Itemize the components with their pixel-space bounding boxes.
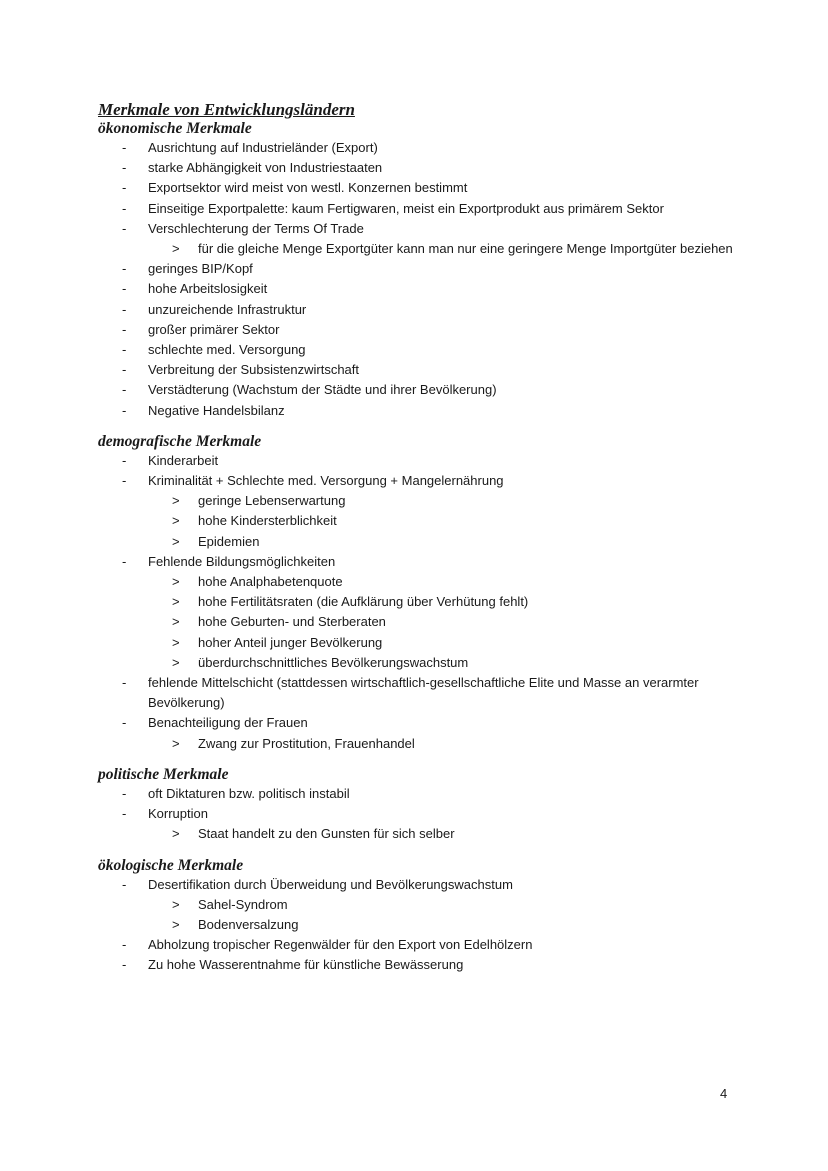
- list-item: [98, 259, 758, 279]
- list-item-text: hohe Arbeitslosigkeit: [148, 281, 268, 297]
- sub-list-item: > hohe Fertilitätsraten (die Aufklärung über Verhütung fehlt): [148, 592, 758, 612]
- sub-list-item: > Bodenversalzung: [148, 915, 758, 935]
- sub-list-item: > Epidemien: [148, 532, 758, 552]
- list-item: [98, 340, 758, 360]
- list-item-text: Negative Handelsbilanz: [148, 402, 285, 418]
- list-item: [98, 178, 758, 198]
- sub-list-wrapper: [98, 239, 758, 259]
- list-item-text: oft Diktaturen bzw. politisch instabil: [148, 785, 350, 801]
- section: [98, 433, 758, 754]
- sub-list-item: > Sahel-Syndrom: [148, 895, 758, 915]
- sub-list: [148, 895, 758, 935]
- document-page: [98, 100, 758, 976]
- sub-list-item: > hohe Geburten- und Sterberaten: [148, 612, 758, 632]
- sub-list-item: > für die gleiche Menge Exportgüter kann man nur eine geringere Menge Importgüter beziehen: [148, 239, 758, 259]
- sub-list: [148, 824, 758, 844]
- sub-list-item: > hohe Analphabetenquote: [148, 572, 758, 592]
- list-item-text: Kriminalität + Schlechte med. Versorgung + Mangelernährung: [148, 473, 504, 489]
- bullet-list: [98, 875, 758, 976]
- list-item-text: Korruption: [148, 806, 208, 822]
- section: [98, 857, 758, 976]
- list-item: [98, 199, 758, 219]
- sub-list-item: > hoher Anteil junger Bevölkerung: [148, 633, 758, 653]
- list-item-text: Zu hohe Wasserentnahme für künstliche Bewässerung: [148, 957, 464, 973]
- list-item-text: Verschlechterung der Terms Of Trade: [148, 220, 364, 236]
- list-item: [98, 138, 758, 158]
- sub-list-wrapper: [98, 572, 758, 673]
- list-item: [98, 471, 758, 491]
- page-number: 4: [720, 1086, 728, 1101]
- list-item: [98, 552, 758, 572]
- sub-list-item: > hohe Kindersterblichkeit: [148, 511, 758, 531]
- sub-list-wrapper: [98, 734, 758, 754]
- list-item-text: schlechte med. Versorgung: [148, 342, 306, 358]
- list-item-text: Fehlende Bildungsmöglichkeiten: [148, 553, 336, 569]
- sub-list: [148, 491, 758, 552]
- list-item-text: Verbreitung der Subsistenzwirtschaft: [148, 362, 359, 378]
- list-item-text: unzureichende Infrastruktur: [148, 301, 307, 317]
- list-item: [98, 380, 758, 400]
- list-item: [98, 320, 758, 340]
- list-item: [98, 451, 758, 471]
- list-item-text: fehlende Mittelschicht (stattdessen wirtschaftlich-gesellschaftliche Elite und Masse an verarmter Bevölkerung): [148, 675, 699, 711]
- list-item-text: starke Abhängigkeit von Industriestaaten: [148, 160, 383, 176]
- list-item-text: Abholzung tropischer Regenwälder für den Export von Edelhölzern: [148, 937, 533, 953]
- sub-list-wrapper: [98, 491, 758, 552]
- list-item: [98, 804, 758, 824]
- section-heading: demografische Merkmale: [98, 432, 262, 450]
- list-item-text: großer primärer Sektor: [148, 321, 280, 337]
- list-item-text: Ausrichtung auf Industrieländer (Export): [148, 140, 378, 155]
- list-item-text: geringes BIP/Kopf: [148, 261, 253, 277]
- sub-list: [148, 239, 758, 259]
- list-item-text: Exportsektor wird meist von westl. Konzernen bestimmt: [148, 180, 468, 196]
- list-item: [98, 713, 758, 733]
- list-item-text: Benachteiligung der Frauen: [148, 715, 308, 731]
- list-item: [98, 158, 758, 178]
- sub-list-item: > geringe Lebenserwartung: [148, 491, 758, 511]
- sections-container: [98, 120, 758, 976]
- bullet-list: [98, 451, 758, 754]
- section: [98, 120, 758, 421]
- bullet-list: [98, 784, 758, 845]
- list-item-text: Kinderarbeit: [148, 452, 219, 468]
- list-item: [98, 784, 758, 804]
- section-heading: ökonomische Merkmale: [98, 120, 252, 137]
- list-item: [98, 219, 758, 239]
- list-item: [98, 300, 758, 320]
- list-item: [98, 279, 758, 299]
- bullet-list: [98, 138, 758, 421]
- section: [98, 766, 758, 845]
- list-item-text: Einseitige Exportpalette: kaum Fertigwaren, meist ein Exportprodukt aus primärem Sektor: [148, 200, 664, 216]
- list-item: [98, 875, 758, 895]
- list-item-text: Desertifikation durch Überweidung und Bevölkerungswachstum: [148, 876, 513, 892]
- sub-list-item: > Zwang zur Prostitution, Frauenhandel: [148, 734, 758, 754]
- list-item: [98, 935, 758, 955]
- section-heading: politische Merkmale: [98, 765, 229, 783]
- list-item: [98, 673, 758, 713]
- sub-list: [148, 572, 758, 673]
- sub-list-wrapper: [98, 824, 758, 844]
- list-item: [98, 955, 758, 975]
- document-title: Merkmale von Entwicklungsländern: [98, 100, 355, 119]
- list-item-text: Verstädterung (Wachstum der Städte und ihrer Bevölkerung): [148, 382, 497, 398]
- sub-list: [148, 734, 758, 754]
- sub-list-wrapper: [98, 895, 758, 935]
- section-heading: ökologische Merkmale: [98, 856, 244, 874]
- sub-list-item: > Staat handelt zu den Gunsten für sich selber: [148, 824, 758, 844]
- list-item: [98, 401, 758, 421]
- list-item: [98, 360, 758, 380]
- sub-list-item: > überdurchschnittliches Bevölkerungswachstum: [148, 653, 758, 673]
